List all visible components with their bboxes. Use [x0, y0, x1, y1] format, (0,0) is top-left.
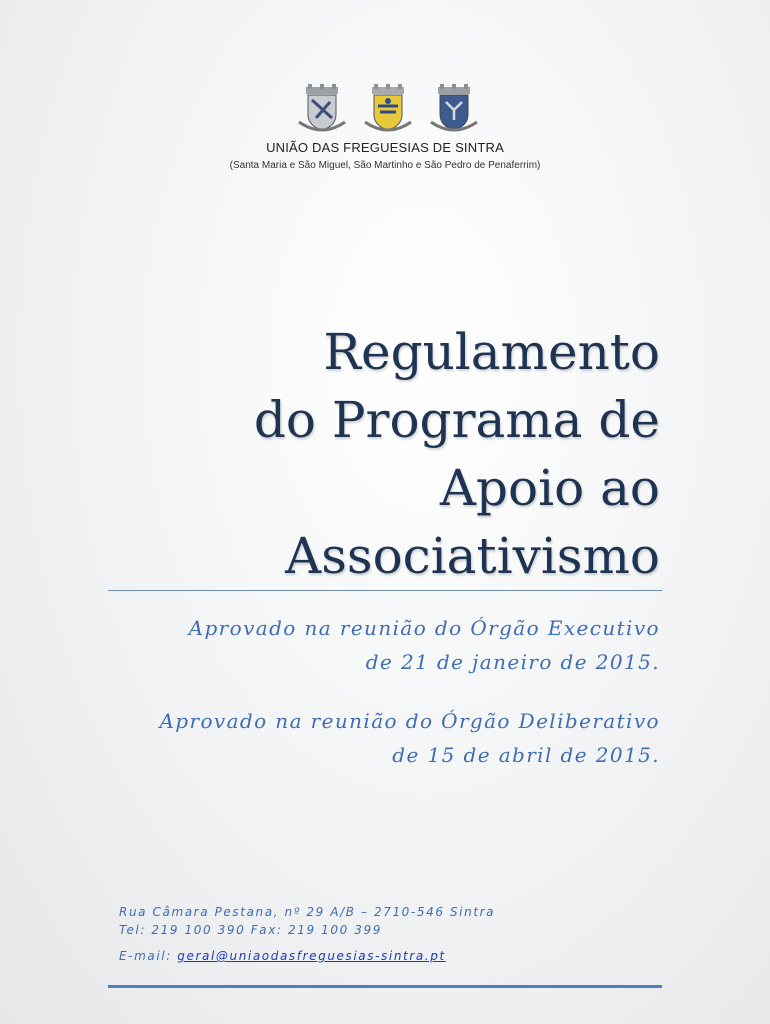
- organization-name: UNIÃO DAS FREGUESIAS DE SINTRA: [266, 140, 504, 155]
- email-line: [119, 947, 659, 965]
- crest-santa-maria-sao-miguel-icon: [296, 84, 348, 136]
- contact-block: [119, 903, 659, 965]
- footer-divider: [108, 985, 662, 988]
- approval-line: Aprovado na reunião do Órgão Executivo: [188, 616, 660, 640]
- title-divider: [108, 590, 662, 591]
- title-line: Apoio ao: [439, 459, 660, 517]
- document-title: [100, 318, 660, 590]
- approval-date: de 15 de abril de 2015.: [392, 743, 660, 767]
- crest-sao-martinho-icon: [362, 84, 414, 136]
- title-line: Associativismo: [285, 527, 660, 585]
- crest-sao-pedro-penaferrim-icon: [428, 84, 480, 136]
- postal-address: Rua Câmara Pestana, nº 29 A/B – 2710-546 Sintra: [119, 905, 496, 919]
- approval-date: de 21 de janeiro de 2015.: [365, 650, 660, 674]
- deliberative-approval: [80, 704, 660, 772]
- email-label: E-mail:: [119, 949, 178, 963]
- parish-crests: [296, 84, 480, 136]
- email-link[interactable]: geral@uniaodasfreguesias-sintra.pt: [177, 949, 446, 963]
- title-line: do Programa de: [253, 391, 660, 449]
- phone-fax: Tel: 219 100 390 Fax: 219 100 399: [119, 923, 382, 937]
- executive-approval: [80, 611, 660, 679]
- title-line: Regulamento: [323, 323, 660, 381]
- approval-line: Aprovado na reunião do Órgão Deliberativo: [159, 709, 660, 733]
- organization-subtitle: (Santa Maria e São Miguel, São Martinho e São Pedro de Penaferrim): [229, 160, 541, 171]
